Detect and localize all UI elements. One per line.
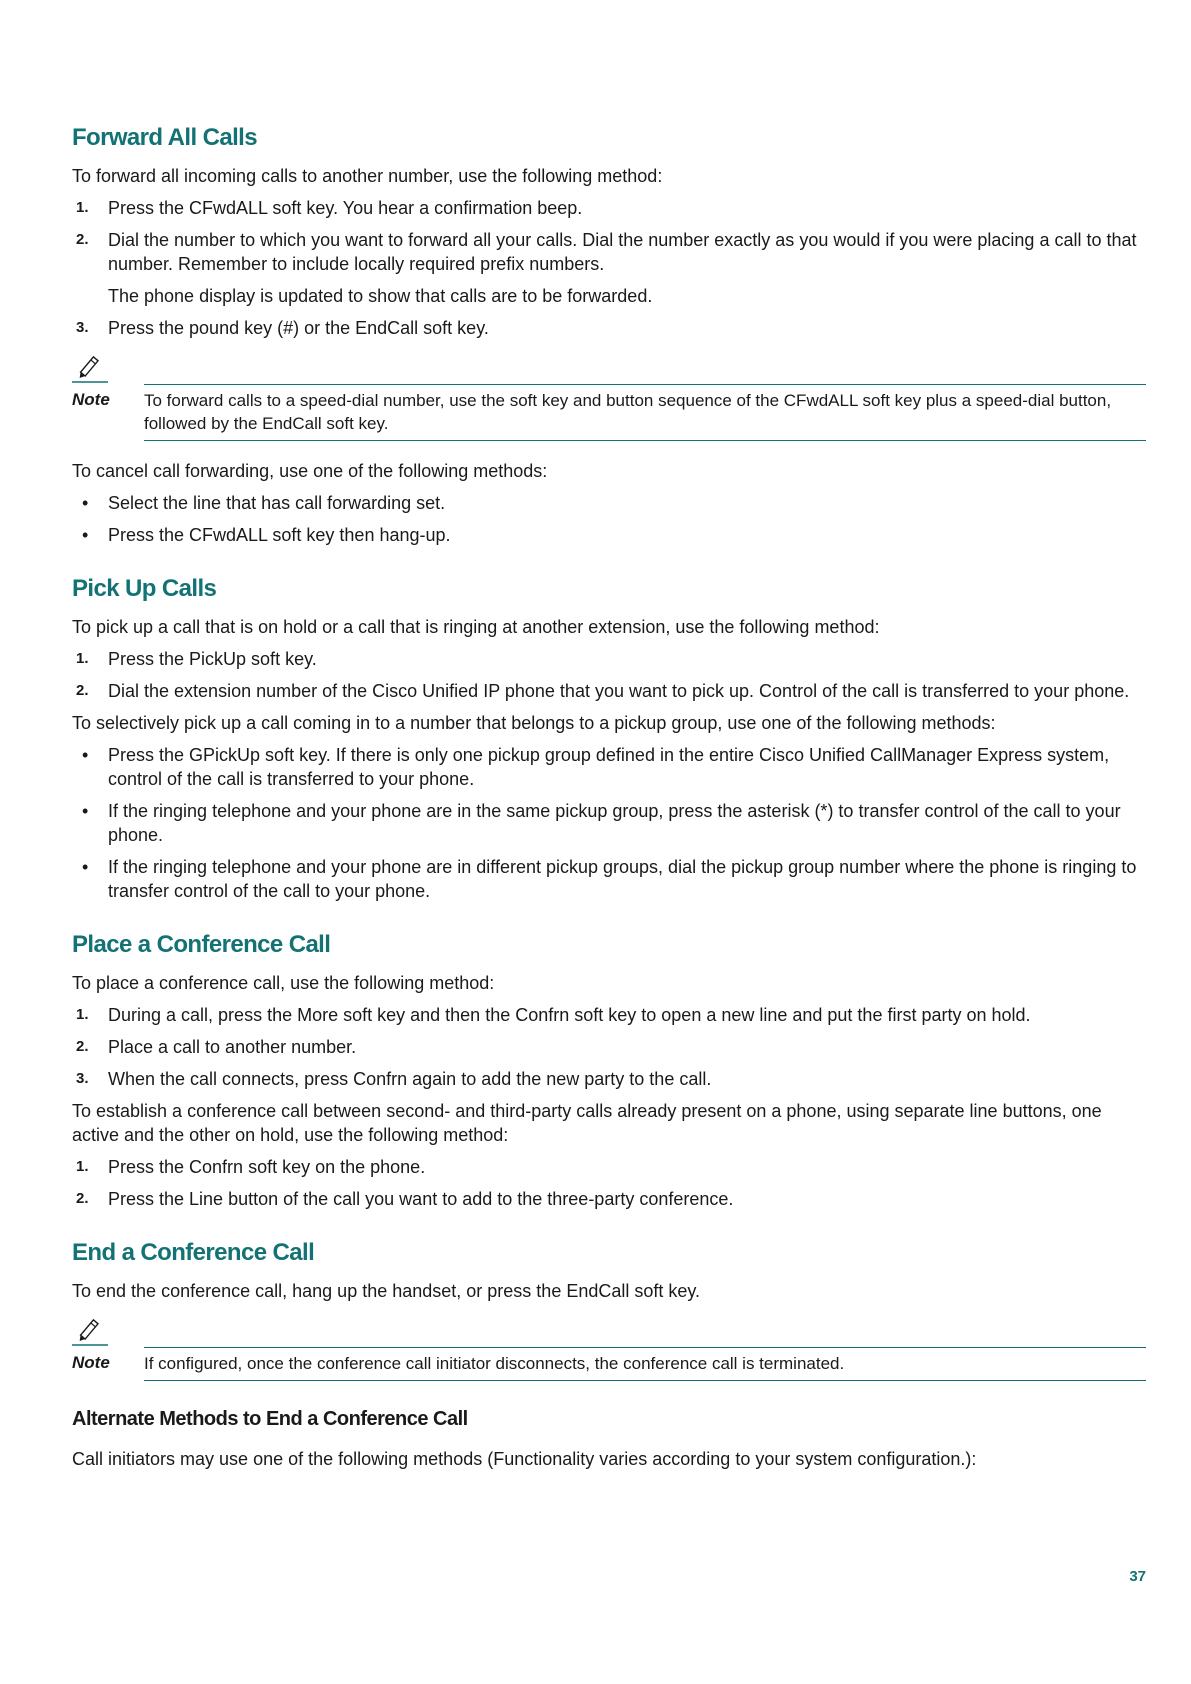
step-text: Dial the number to which you want to forward all your calls. Dial the number exactly as you would if you were placing a call to that number. Remember to include locally required prefix numbers. [108,230,1137,274]
bullet-text: If the ringing telephone and your phone are in the same pickup group, press the asterisk (*) to transfer control of the call to your phone. [108,801,1121,845]
step-text: Press the Confrn soft key on the phone. [108,1157,426,1177]
cancel-intro: To cancel call forwarding, use one of the following methods: [72,461,548,481]
section-intro: To place a conference call, use the following method: [72,973,495,993]
forward-steps [72,196,1146,340]
subsection-title: Alternate Methods to End a Conference Call [72,1408,468,1430]
bullet-item [72,491,1146,515]
step-item [72,679,1146,703]
step-item [72,1155,1146,1179]
step-text: Dial the extension number of the Cisco Unified IP phone that you want to pick up. Control of the call is transferred to your phone. [108,681,1130,701]
section-title: End a Conference Call [72,1239,315,1266]
establish-steps [72,1155,1146,1211]
note-label: Note [72,1353,110,1372]
bullet-item [72,799,1146,847]
conference-steps [72,1003,1146,1091]
section-title: Forward All Calls [72,124,257,151]
note-row [72,384,1146,441]
establish-intro: To establish a conference call between second- and third-party calls already present on a phone, using separate line buttons, one active and the other on hold, use the following method: [72,1101,1102,1145]
step-text: Place a call to another number. [108,1037,357,1057]
section-pick-up-calls [72,573,1146,903]
step-number: 3. [76,319,89,336]
note-block [72,1319,1146,1381]
step-item [72,228,1146,276]
page-number: 37 [1129,1568,1146,1585]
subsection-intro: Call initiators may use one of the following methods (Functionality varies according to your system configuration.): [72,1449,977,1469]
note-text: To forward calls to a speed-dial number, use the soft key and button sequence of the CFwdALL soft key plus a speed-dial button, followed by the EndCall soft key. [144,384,1146,441]
pencil-note-icon [72,1319,108,1347]
step-number: 2. [76,1190,89,1207]
step-number: 1. [76,1158,89,1175]
step-text: Press the Line button of the call you want to add to the three-party conference. [108,1189,734,1209]
step-item [72,1187,1146,1211]
group-intro: To selectively pick up a call coming in to a number that belongs to a pickup group, use one of the following methods: [72,713,996,733]
bullet-dot: • [82,857,89,877]
bullet-text: If the ringing telephone and your phone are in different pickup groups, dial the pickup group number where the phone is ringing to transfer control of the call to your phone. [108,857,1137,901]
step-number: 2. [76,1038,89,1055]
section-end-conference-call [72,1237,1146,1381]
step-item [72,647,1146,671]
step-text: During a call, press the More soft key and then the Confrn soft key to open a new line and put the first party on hold. [108,1005,1031,1025]
bullet-dot: • [82,801,89,821]
section-title: Place a Conference Call [72,931,331,958]
cancel-methods [72,491,1146,547]
step-detail: The phone display is updated to show that calls are to be forwarded. [108,286,653,306]
bullet-dot: • [82,493,89,513]
bullet-dot: • [82,745,89,765]
section-forward-all-calls [72,122,1146,547]
step-item [72,196,1146,220]
step-text: Press the pound key (#) or the EndCall soft key. [108,318,489,338]
bullet-text: Press the GPickUp soft key. If there is only one pickup group defined in the entire Cisco Unified CallManager Express system, control of the call is transferred to your phone. [108,745,1110,789]
step-item [72,1067,1146,1091]
bullet-item [72,743,1146,791]
step-item [72,1003,1146,1027]
page-content [72,122,1146,1471]
section-intro: To end the conference call, hang up the handset, or press the EndCall soft key. [72,1281,701,1301]
step-text: Press the PickUp soft key. [108,649,317,669]
note-label: Note [72,390,110,409]
section-title: Pick Up Calls [72,575,217,602]
section-place-conference-call [72,929,1146,1211]
bullet-item [72,855,1146,903]
step-number: 2. [76,231,89,248]
step-number: 3. [76,1070,89,1087]
step-text: Press the CFwdALL soft key. You hear a confirmation beep. [108,198,583,218]
pencil-note-icon [72,356,108,384]
section-intro: To forward all incoming calls to another number, use the following method: [72,166,663,186]
pickup-steps [72,647,1146,703]
bullet-dot: • [82,525,89,545]
step-text: When the call connects, press Confrn again to add the new party to the call. [108,1069,712,1089]
step-number: 2. [76,682,89,699]
section-intro: To pick up a call that is on hold or a call that is ringing at another extension, use the following method: [72,617,880,637]
step-item [72,316,1146,340]
note-row [72,1347,1146,1381]
note-block [72,356,1146,441]
step-number: 1. [76,199,89,216]
section-alternate-methods [72,1405,1146,1471]
step-number: 1. [76,1006,89,1023]
pickup-group-methods [72,743,1146,903]
step-item [72,1035,1146,1059]
step-number: 1. [76,650,89,667]
bullet-text: Press the CFwdALL soft key then hang-up. [108,525,451,545]
bullet-text: Select the line that has call forwarding set. [108,493,446,513]
bullet-item [72,523,1146,547]
note-text: If configured, once the conference call initiator disconnects, the conference call is terminated. [144,1347,1146,1381]
